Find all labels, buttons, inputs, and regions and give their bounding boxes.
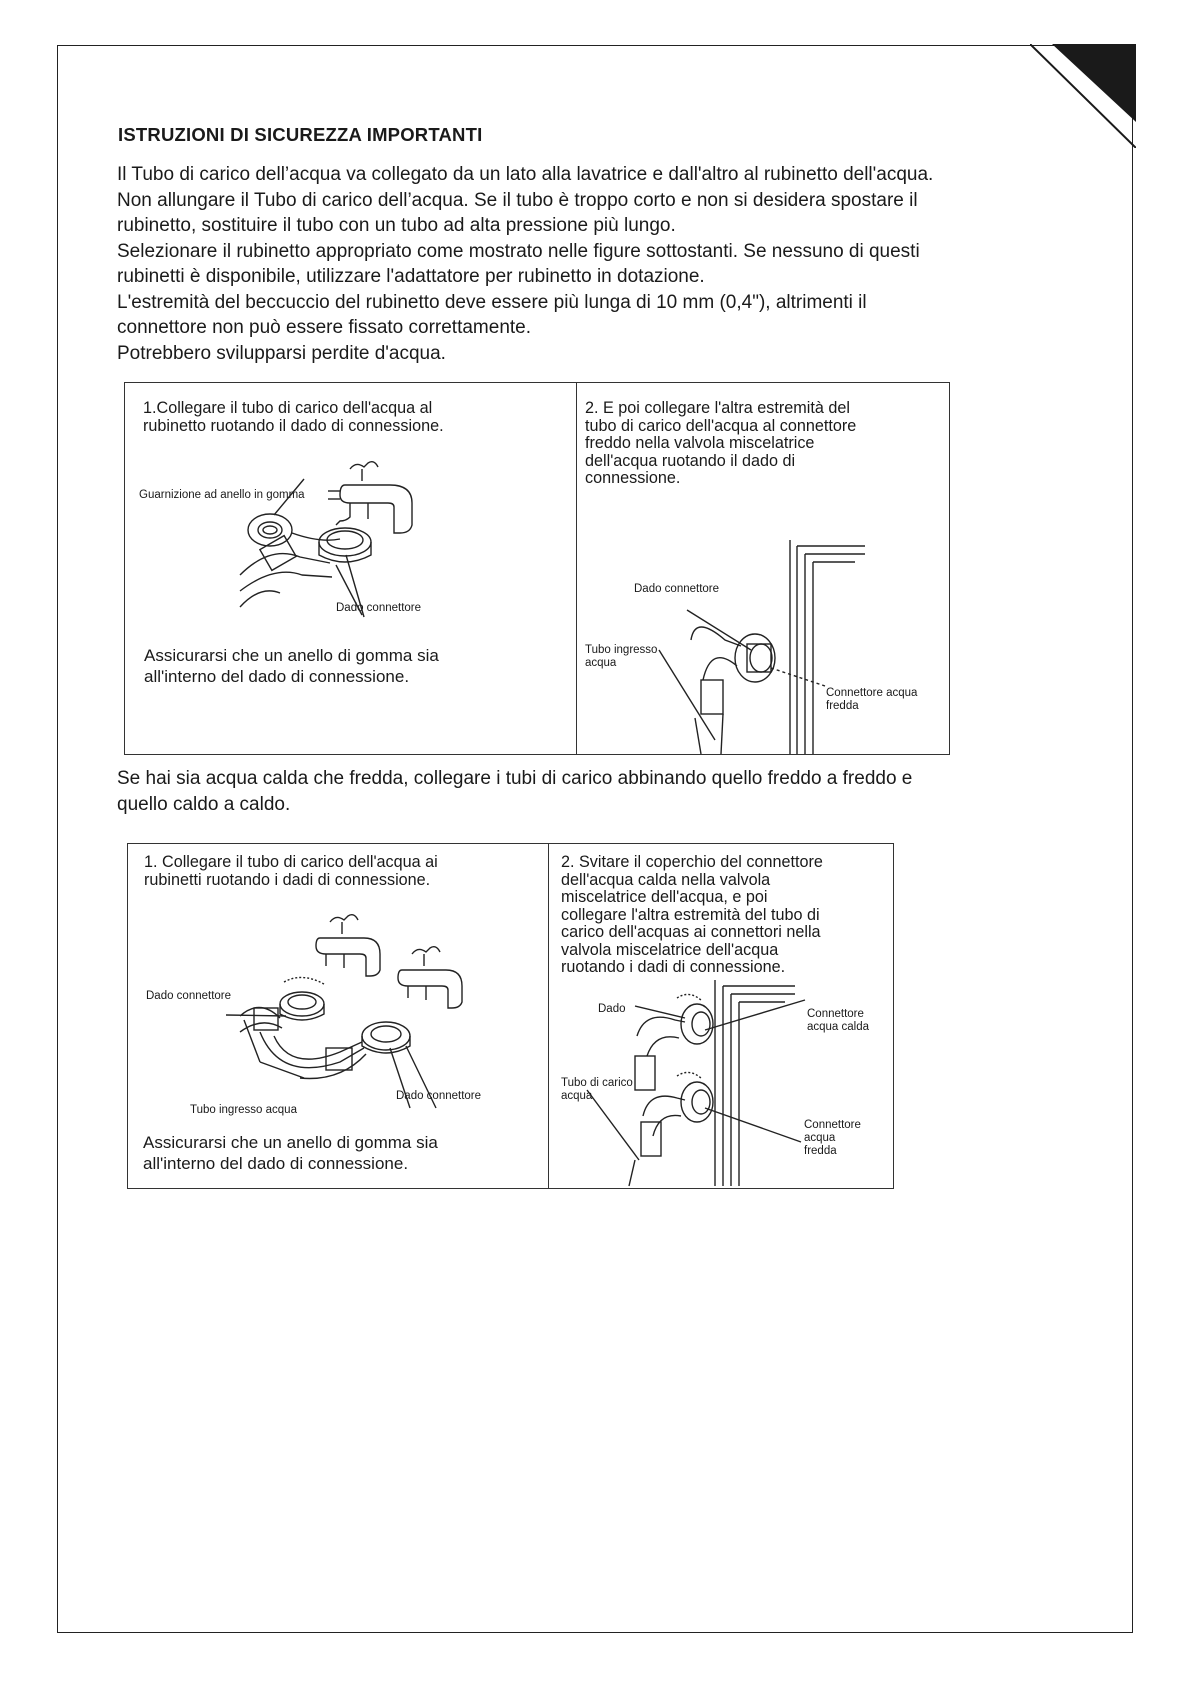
section-heading: ISTRUZIONI DI SICUREZZA IMPORTANTI (118, 124, 483, 145)
label-connector-nut: Dado connettore (396, 1090, 482, 1102)
cold-connector-illustration (655, 540, 895, 760)
intro-line: rubinetti è disponibile, utilizzare l'adattatore per rubinetto in dotazione. (117, 266, 705, 287)
box-divider (576, 383, 577, 754)
tap-connection-illustration (240, 455, 500, 625)
step-1-text: 1. Collegare il tubo di carico dell'acqua ai rubinetti ruotando i dadi di connessione. (144, 853, 438, 889)
intro-line: L'estremità del beccuccio del rubinetto deve essere più lunga di 10 mm (0,4"), altrimenti il (117, 291, 867, 313)
rubber-ring-note: Assicurarsi che un anello di gomma sia all'interno del dado di connessione. (144, 646, 439, 686)
two-taps-illustration (240, 912, 510, 1102)
intro-line: Il Tubo di carico dell’acqua va collegato da un lato alla lavatrice e dall'altro al rubinetto dell'acqua. (117, 164, 934, 185)
box-divider (548, 844, 549, 1188)
label-rubber-gasket: Guarnizione ad anello in gomma (139, 489, 305, 501)
intro-line: rubinetto, sostituire il tubo con un tubo ad alta pressione più lungo. (117, 215, 676, 236)
step-2-text: 2. Svitare il coperchio del connettore dell'acqua calda nella valvola miscelatrice dell'acqua, e poi collegare l'altra estremità del tubo di carico dell'acquas ai connettori nella valvola miscelatrice dell'acqua ruotando i dadi di connessione. (561, 853, 823, 976)
hot-cold-connectors-illustration (655, 980, 855, 1190)
label-cold-connector: Connettore acqua fredda (826, 687, 918, 712)
para2-line: Se hai sia acqua calda che fredda, collegare i tubi di carico abbinando quello freddo a freddo e (117, 768, 913, 789)
intro-line: Selezionare il rubinetto appropriato come mostrato nelle figure sottostanti. Se nessuno di questi (117, 240, 920, 262)
step-2-text: 2. E poi collegare l'altra estremità del tubo di carico dell'acqua al connettore freddo nella valvola miscelatrice dell'acqua ruotando il dado di connessione. (585, 399, 857, 487)
label-inlet-hose: Tubo ingresso acqua (190, 1104, 297, 1116)
label-cold-connector: Connettore acqua fredda (804, 1119, 861, 1157)
intro-line: Potrebbero svilupparsi perdite d'acqua. (117, 342, 446, 364)
label-connector-nut: Dado connettore (336, 602, 422, 614)
corner-tab-mark (1030, 44, 1136, 148)
label-connector-nut: Dado connettore (634, 583, 720, 595)
label-supply-hose: Tubo di carico acqua (561, 1077, 633, 1102)
intro-text (117, 162, 1117, 366)
para2-line: quello caldo a caldo. (117, 793, 291, 815)
label-hot-connector: Connettore acqua calda (807, 1008, 870, 1033)
hot-cold-paragraph (117, 766, 912, 817)
intro-line: connettore non può essere fissato correttamente. (117, 317, 532, 338)
label-connector-nut: Dado connettore (146, 990, 232, 1002)
label-nut: Dado (598, 1003, 626, 1015)
intro-line: Non allungare il Tubo di carico dell’acqua. Se il tubo è troppo corto e non si desidera spostare il (117, 189, 918, 211)
label-inlet-hose: Tubo ingresso acqua (585, 644, 658, 669)
step-1-text: 1.Collegare il tubo di carico dell'acqua al rubinetto ruotando il dado di connessione. (143, 399, 444, 435)
rubber-ring-note: Assicurarsi che un anello di gomma sia all'interno del dado di connessione. (143, 1133, 438, 1173)
